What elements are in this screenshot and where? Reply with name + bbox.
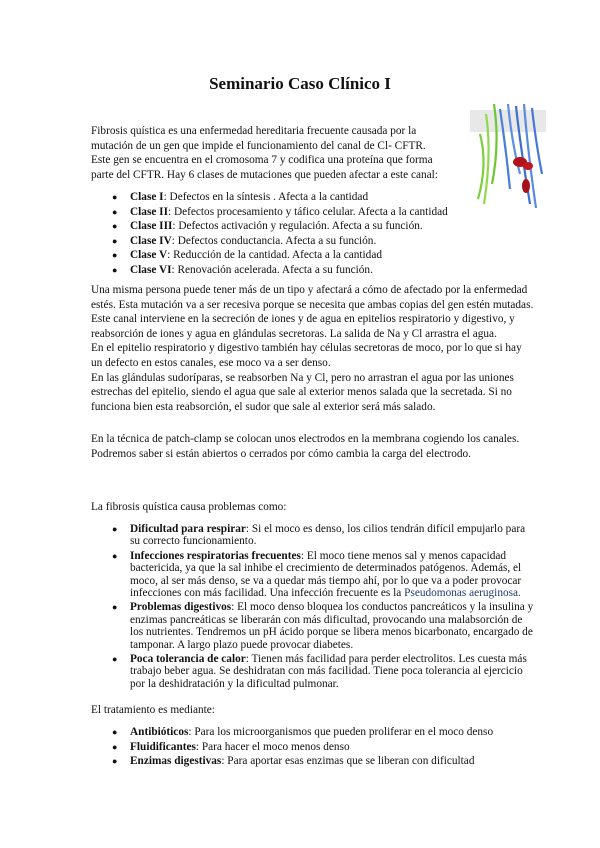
list-item-text: : Si el moco es denso, los cilios tendrán difícil empujarlo para [245,523,526,535]
text-line: funciona bien esta reabsorción, el sudor que sale al exterior será más salado. [91,400,436,413]
list-item-term: Clase I [130,191,164,203]
text-line [130,678,542,690]
text-line [130,626,542,638]
list-item-text: : Defectos conductancia. Afecta a su función. [171,234,377,247]
list-item-term: Antibióticos [130,726,189,738]
text-line [130,587,542,599]
text-line: Este gen se encuentra en el cromosoma 7 y codifica una proteína que forma [91,154,433,167]
bullet-icon: ● [112,727,118,737]
text-line [130,614,542,626]
text-line [130,219,542,234]
list-item-text: su correcto funcionamiento. [130,535,257,548]
text-line: estrechas del epitelio, siendo el agua que sale al exterior menos salada que la secretada. Si no [91,386,512,399]
list-item-text: : Para aportar esas enzimas que se liberan con dificultad [221,755,475,768]
text-line [130,740,542,755]
list-item [112,740,542,755]
list-item-text: : Para hacer el moco menos denso [195,740,350,753]
text-line [130,190,542,205]
list-item-text: : Defectos en la síntesis . Afecta a la cantidad [163,191,369,203]
bullet-icon: ● [112,550,118,561]
bullet-icon: ● [112,192,118,202]
list-item-term: Clase IV [130,234,172,247]
list-item-text: por la deshidratación y la dificultad pulmonar. [130,677,339,690]
list-item-text: : Reducción de la cantidad. Afecta a la cantidad [167,249,382,262]
list-item-term: Fluidificantes [130,740,196,753]
text-line: En el epitelio respiratorio y digestivo también hay células secretoras de moco, por lo que si hay [91,342,522,355]
bullet-icon: ● [112,653,118,664]
list-item [112,523,542,548]
mutation-classes-list [112,190,542,278]
text-line: Este canal interviene en la secreción de iones y de agua en epitelios respiratorio y digestivo, y [91,313,515,326]
intro-paragraph [91,124,551,182]
list-item-text: : El moco tiene menos sal y menos capacidad [300,549,507,562]
bullet-icon: ● [112,206,118,217]
bullet-icon: ● [112,235,118,246]
list-item-text: los nutrientes. Tendremos un pH ácido porque se libera menos bicarbonato, encargado de [130,626,533,639]
list-item-text: bactericida, ya que la sal inhibe el crecimiento de determinados patógenos. Además, el [130,562,522,575]
list-item-term: Clase VI [130,263,172,276]
text-line: Fibrosis quística es una enfermedad hereditaria frecuente causada por la [91,125,417,137]
patch-clamp-paragraph [91,432,551,461]
list-item-term: Clase III [130,220,173,233]
list-item [112,234,542,249]
page-title: Seminario Caso Clínico I [209,74,391,93]
list-item-term: Clase V [130,249,168,262]
text-line: Una misma persona puede tener más de un tipo y afectará a cómo de afectado por la enfermedad [91,284,528,296]
list-item [112,550,542,600]
bullet-icon: ● [112,250,118,261]
list-item-text: infecciones con más facilidad. Una infección frecuente es la [130,586,405,599]
text-line [130,535,542,547]
list-item-term: Clase II [130,205,168,218]
treatment-intro: El tratamiento es mediante: [91,704,215,716]
list-item [112,601,542,651]
text-line: Podremos saber si están abiertos o cerrados por cómo cambia la carga del electrodo. [91,447,471,460]
text-line [130,639,542,651]
problems-list [112,523,542,690]
list-item [112,219,542,234]
text-line: un defecto en estos canales, ese moco va a ser denso. [91,356,331,369]
text-line: En las glándulas sudoríparas, se reabsorben Na y Cl, pero no arrastran el agua por las uniones [91,371,514,384]
list-item-term: Dificultad para respirar [130,523,246,535]
text-line [130,754,542,769]
problems-intro: La fibrosis quística causa problemas como: [91,501,287,513]
bullet-icon: ● [112,602,118,613]
list-item-text: tamponar. A largo plazo puede provocar diabetes. [130,638,354,651]
list-item-text: : Defectos activación y regulación. Afecta a su función. [172,220,423,233]
bullet-icon: ● [112,756,118,767]
text-line [130,575,542,587]
text-line [130,248,542,263]
bullet-icon: ● [112,264,118,275]
list-item-term: Problemas digestivos [130,601,232,614]
list-item-term: Enzimas digestivas [130,755,222,768]
list-item-text: enzimas pancreáticas se liberarán con más dificultad, provocando una malabsorción de [130,613,523,626]
list-item-text: : El moco denso bloquea los conductos pancreáticos y la insulina y [231,601,534,614]
text-line [130,601,542,613]
text-line: parte del CFTR. Hay 6 clases de mutaciones que pueden afectar a este canal: [91,168,438,181]
text-line: reabsorción de iones y agua en glándulas secretoras. La salida de Na y Cl arrastra el agua. [91,327,497,340]
text-line [130,234,542,249]
list-item [112,263,542,278]
text-line [130,263,542,278]
text-line [130,550,542,562]
list-item [112,205,542,220]
list-item-term: Infecciones respiratorias frecuentes [130,549,301,562]
list-item-text: : Tienen más facilidad para perder electrolitos. Les cuesta más [245,652,527,665]
text-line [130,205,542,220]
text-line [130,562,542,574]
list-item [112,754,542,769]
list-item-text: : Defectos procesamiento y táfico celular. Afecta a la cantidad [167,205,448,218]
text-line: En la técnica de patch-clamp se colocan unos electrodos en la membrana cogiendo los canales. [91,433,520,445]
pathophysiology-paragraph [91,283,551,414]
bullet-icon: ● [112,221,118,232]
treatments-list [112,725,542,769]
list-item-term: Poca tolerancia de calor [130,652,246,665]
text-line [130,653,542,665]
text-line: mutación de un gen que impide el funcionamiento del canal de Cl- CFTR. [91,139,426,152]
list-item-text: : Para los microorganismos que pueden proliferar en el moco denso [188,726,494,738]
list-item-text: moco, al ser más denso, se va a quedar más tiempo ahí, por lo que va a poder provocar [130,574,522,587]
text-line [130,665,542,677]
list-item-text: : Renovación acelerada. Afecta a su función. [171,263,373,276]
list-item-text: trabajo beber agua. Se deshidratan con más facilidad. Tiene poca tolerancia al ejercicio [130,665,523,678]
list-item [112,725,542,740]
bullet-icon: ● [112,741,118,752]
text-line [130,725,542,740]
text-line [130,523,542,535]
list-item [112,190,542,205]
bullet-icon: ● [112,524,118,534]
list-item [112,248,542,263]
text-line: estés. Esta mutación va a ser recesiva porque se necesita que ambas copias del gen estén mutadas. [91,298,534,311]
organism-link: Pseudomonas aeruginosa. [404,586,521,599]
list-item [112,653,542,690]
